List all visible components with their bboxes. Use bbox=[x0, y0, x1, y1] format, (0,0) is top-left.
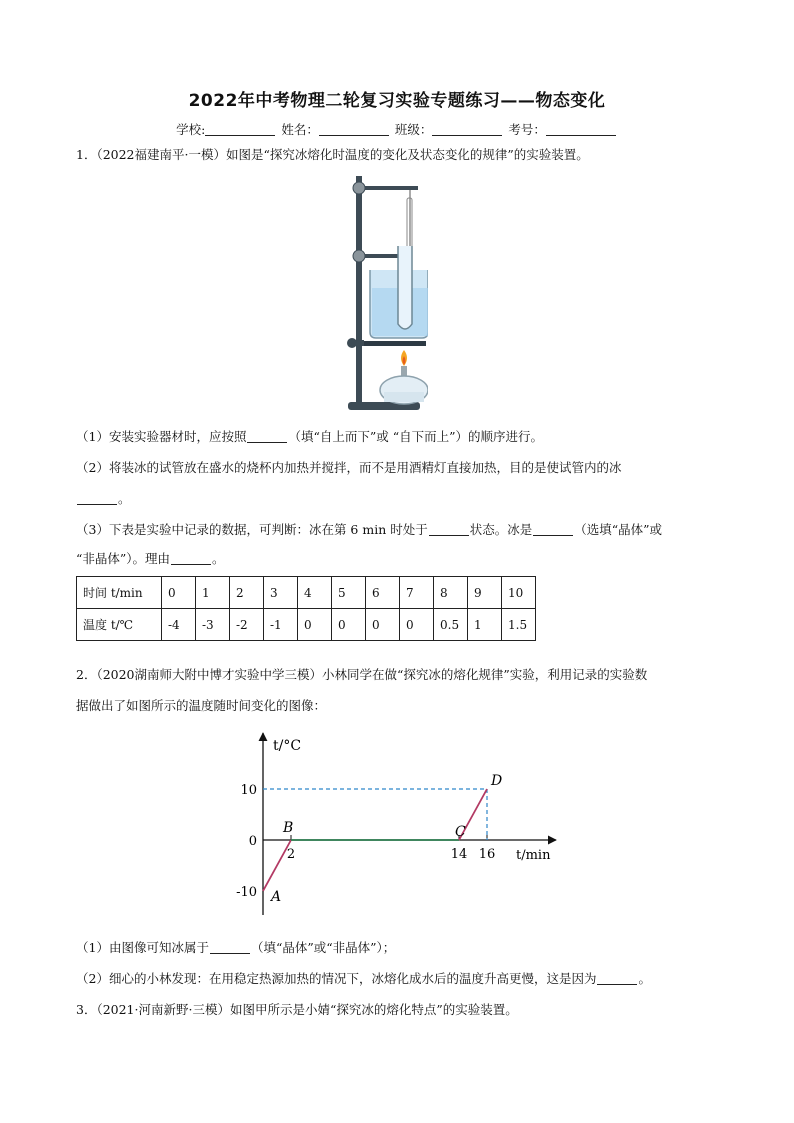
q2-answer-blank-2[interactable] bbox=[597, 972, 637, 985]
q2-answer-blank-1[interactable] bbox=[210, 941, 250, 954]
temperature-header-cell: 温度 t/℃ bbox=[77, 609, 162, 641]
y-tick-label: 10 bbox=[240, 783, 257, 798]
temperature-cell: -1 bbox=[264, 609, 298, 641]
q1-part1 bbox=[76, 428, 716, 446]
temperature-cell: 0 bbox=[400, 609, 434, 641]
q2-part2-text-b: 。 bbox=[638, 971, 651, 986]
q2-part1 bbox=[76, 939, 716, 957]
q1-part3-text-a: （3）下表是实验中记录的数据，可判断：冰在第 6 min 时处于 bbox=[76, 522, 428, 537]
table-row-temperature bbox=[77, 609, 536, 641]
q1-part2 bbox=[76, 459, 716, 477]
graph-labels bbox=[236, 738, 551, 905]
class-label: 班级： bbox=[394, 122, 433, 137]
q1-data-table bbox=[76, 576, 536, 641]
name-field[interactable] bbox=[319, 123, 389, 136]
temperature-cell: -3 bbox=[196, 609, 230, 641]
point-label-b: B bbox=[283, 820, 294, 836]
test-tube bbox=[398, 246, 412, 329]
time-cell: 2 bbox=[230, 577, 264, 609]
x-tick-label: 2 bbox=[286, 847, 296, 862]
temperature-cell: 0 bbox=[298, 609, 332, 641]
q1-part1-text-a: （1）安装实验器材时，应按照 bbox=[76, 429, 247, 444]
y-tick-label: 0 bbox=[248, 834, 257, 849]
temperature-cell: 0 bbox=[332, 609, 366, 641]
y-axis-label: t/°C bbox=[273, 738, 302, 754]
q1-part3-text-d: “非晶体”）。理由 bbox=[76, 551, 171, 566]
time-cell: 9 bbox=[468, 577, 502, 609]
time-cell: 10 bbox=[502, 577, 536, 609]
q1-answer-blank-5[interactable] bbox=[171, 552, 211, 565]
temperature-cell: 0.5 bbox=[434, 609, 468, 641]
q1-answer-blank-2[interactable] bbox=[77, 492, 117, 505]
q1-answer-blank-1[interactable] bbox=[247, 430, 287, 443]
school-field[interactable] bbox=[205, 123, 275, 136]
x-axis-label: t/min bbox=[516, 848, 551, 863]
stand-rod bbox=[356, 176, 362, 404]
q1-part2-text-a: （2）将装冰的试管放在盛水的烧杯内加热并搅拌，而不是用酒精灯直接加热，目的是使试管内的冰 bbox=[76, 460, 622, 475]
time-cell: 6 bbox=[366, 577, 400, 609]
exam-number-field[interactable] bbox=[546, 123, 616, 136]
q1-part3-text-b: 状态。冰是 bbox=[469, 522, 533, 537]
x-tick-label: 16 bbox=[478, 847, 496, 862]
time-cell: 1 bbox=[196, 577, 230, 609]
temperature-time-graph bbox=[230, 725, 570, 920]
q1-stem: 1．（2022福建南平·一模）如图是“探究冰熔化时温度的变化及状态变化的规律”的实验装置。 bbox=[76, 147, 589, 162]
point-label-d: D bbox=[491, 773, 503, 789]
x-tick-label: 14 bbox=[450, 847, 468, 862]
exam-number-label: 考号： bbox=[508, 122, 546, 137]
page-title: 2022年中考物理二轮复习实验专题练习——物态变化 bbox=[188, 91, 606, 111]
time-cell: 0 bbox=[162, 577, 196, 609]
q1-part1-text-b: （填“自上而下”或 “自下而上”）的顺序进行。 bbox=[288, 429, 544, 444]
time-cell: 3 bbox=[264, 577, 298, 609]
name-label: 姓名： bbox=[281, 122, 319, 137]
temperature-cell: 1.5 bbox=[502, 609, 536, 641]
q1-answer-blank-4[interactable] bbox=[533, 523, 573, 536]
point-label-c: C bbox=[455, 824, 466, 840]
school-label: 学校: bbox=[176, 122, 206, 137]
q1-answer-blank-3[interactable] bbox=[429, 523, 469, 536]
time-cell: 4 bbox=[298, 577, 332, 609]
q2-stem-line-2: 据做出了如图所示的温度随时间变化的图像： bbox=[76, 698, 327, 713]
q2-part2 bbox=[76, 970, 716, 988]
table-row-time bbox=[77, 577, 536, 609]
q3-stem: 3．（2021·河南新野·三模）如图甲所示是小婧“探究冰的熔化特点”的实验装置。 bbox=[76, 1002, 518, 1017]
q1-part3 bbox=[76, 521, 716, 539]
class-field[interactable] bbox=[432, 123, 502, 136]
q1-part3-text-c: （选填“晶体”或 bbox=[574, 522, 663, 537]
y-tick-label: -10 bbox=[236, 885, 257, 900]
time-header-cell: 时间 t/min bbox=[77, 577, 162, 609]
temperature-cell: 0 bbox=[366, 609, 400, 641]
q1-part3-cont bbox=[76, 550, 716, 568]
graph-axes bbox=[263, 733, 556, 915]
graph-lines bbox=[263, 789, 487, 891]
point-label-a: A bbox=[271, 889, 282, 905]
student-info-line bbox=[0, 120, 794, 138]
time-cell: 5 bbox=[332, 577, 366, 609]
heating-apparatus-illustration bbox=[338, 170, 428, 415]
q1-part2-text-b: 。 bbox=[118, 491, 131, 506]
graph-guides bbox=[263, 789, 487, 840]
temperature-cell: -4 bbox=[162, 609, 196, 641]
q1-part2-cont bbox=[76, 490, 716, 508]
q2-stem-line-1: 2．（2020湖南师大附中博才实验中学三模）小林同学在做“探究冰的熔化规律”实验，利用记录的实验数 bbox=[76, 667, 648, 682]
q2-part2-text-a: （2）细心的小林发现：在用稳定热源加热的情况下，冰熔化成水后的温度升高更慢，这是因为 bbox=[76, 971, 597, 986]
q2-part1-text-b: （填“晶体”或“非晶体”）； bbox=[250, 940, 396, 955]
q1-part3-text-e: 。 bbox=[212, 551, 225, 566]
time-cell: 8 bbox=[434, 577, 468, 609]
time-cell: 7 bbox=[400, 577, 434, 609]
temperature-cell: -2 bbox=[230, 609, 264, 641]
q2-part1-text-a: （1）由图像可知冰属于 bbox=[76, 940, 209, 955]
temperature-cell: 1 bbox=[468, 609, 502, 641]
